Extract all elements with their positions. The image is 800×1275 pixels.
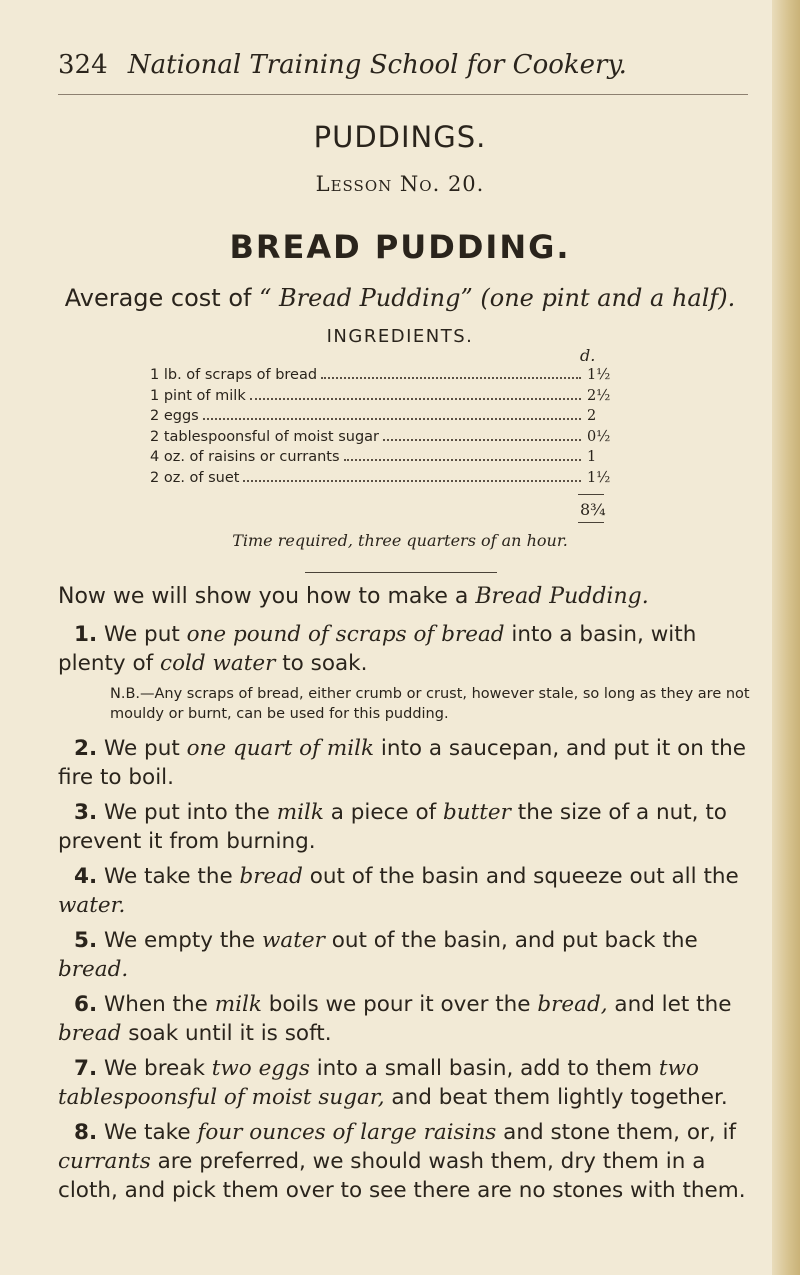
book-title: National Training School for Cookery. xyxy=(127,50,627,80)
dot-leader xyxy=(243,480,581,482)
method-step xyxy=(58,620,758,678)
step-emphasis: one pound of scraps of bread xyxy=(186,622,505,647)
step-emphasis: one quart of milk xyxy=(186,736,375,761)
step-text: When the xyxy=(103,992,215,1017)
section-divider xyxy=(305,572,497,573)
ingredient-row xyxy=(150,449,605,470)
average-cost-line xyxy=(0,284,800,312)
ingredient-name: 1 pint of milk xyxy=(150,387,246,404)
step-text: soak until it is soft. xyxy=(121,1021,332,1046)
cost-portion: (one pint and a half). xyxy=(480,284,736,312)
ingredient-price: 2 xyxy=(587,408,597,424)
step-text: a piece of xyxy=(323,800,444,825)
ingredient-name: 2 tablespoonsful of moist sugar xyxy=(150,428,379,445)
step-emphasis: bread, xyxy=(537,992,608,1017)
ingredient-row xyxy=(150,408,605,429)
page-number: 324 xyxy=(58,50,108,80)
method-step xyxy=(58,734,758,792)
ingredient-row xyxy=(150,428,611,450)
step-text: boils we pour it over the xyxy=(261,992,538,1017)
method-step xyxy=(58,990,758,1048)
step-text: We break xyxy=(103,1056,212,1081)
ingredient-row xyxy=(150,367,611,388)
step-text: We put into the xyxy=(103,800,277,825)
time-required: Time required, three quarters of an hour. xyxy=(232,531,568,550)
ingredient-name: 4 oz. of raisins or currants xyxy=(150,449,340,465)
ingredient-row xyxy=(150,387,611,409)
step-emphasis: bread xyxy=(239,864,303,889)
step-number: 6. xyxy=(74,992,98,1017)
step-text: We put xyxy=(103,736,187,761)
ingredient-price: 1½ xyxy=(587,469,611,486)
running-header xyxy=(58,50,758,80)
step-text: into a small basin, add to them xyxy=(309,1056,659,1081)
step-emphasis: butter xyxy=(443,800,511,825)
step-text: are preferred, we should wash them, dry them in a cloth, and pick them over to see there are no stones with them. xyxy=(58,1149,746,1203)
step-emphasis: milk xyxy=(214,992,262,1017)
step-text: out of the basin, and put back the xyxy=(324,928,698,953)
step-text: and let the xyxy=(607,992,732,1017)
step-emphasis: currants xyxy=(58,1149,151,1174)
method-steps xyxy=(58,620,758,1211)
step-emphasis: bread. xyxy=(58,957,129,982)
step-number: 4. xyxy=(74,864,98,889)
method-step xyxy=(58,1118,758,1205)
step-emphasis: two tablespoonsful of moist sugar, xyxy=(58,1056,699,1110)
dot-leader xyxy=(321,377,581,379)
step-emphasis: bread xyxy=(58,1021,122,1046)
ingredient-row xyxy=(150,469,611,491)
recipe-title: BREAD PUDDING. xyxy=(229,228,571,266)
step-text: We put xyxy=(103,622,187,647)
total-rule-top xyxy=(578,494,604,495)
step-text: to soak. xyxy=(275,651,368,676)
step-emphasis: two eggs xyxy=(211,1056,310,1081)
step-emphasis: cold water xyxy=(160,651,276,676)
method-step xyxy=(58,1054,758,1112)
ingredient-price: 0½ xyxy=(587,428,611,445)
ingredient-price: 2½ xyxy=(587,387,611,404)
step-number: 2. xyxy=(74,736,98,761)
cost-prefix: Average cost of xyxy=(64,284,252,312)
step-emphasis: water xyxy=(261,928,325,953)
method-step xyxy=(58,798,758,856)
section-title: PUDDINGS. xyxy=(313,120,487,154)
ingredient-price: 1½ xyxy=(587,367,611,383)
dot-leader xyxy=(250,398,581,400)
total-rule-bottom xyxy=(578,522,604,523)
step-number: 3. xyxy=(74,800,98,825)
step-text: We take xyxy=(103,1120,198,1145)
ingredients-heading: INGREDIENTS. xyxy=(326,326,474,347)
ingredients-total: 8¾ xyxy=(580,500,606,519)
step-text: into a basin, with plenty of xyxy=(58,622,697,676)
step-text: and stone them, or, if xyxy=(496,1120,737,1145)
ingredient-name: 2 eggs xyxy=(150,408,199,424)
ingredient-price: 1 xyxy=(587,449,597,465)
ingredients-list xyxy=(150,367,611,490)
step-number: 5. xyxy=(74,928,98,953)
step-text: We empty the xyxy=(103,928,262,953)
lesson-number: Lesson No. 20. xyxy=(315,172,485,196)
step-emphasis: milk xyxy=(276,800,324,825)
step-text: into a saucepan, and put it on the fire to boil. xyxy=(58,736,747,790)
cost-dish: “ Bread Pudding” xyxy=(259,284,473,312)
step-text: the size of a nut, to prevent it from burning. xyxy=(58,800,727,854)
intro-text: Now we will show you how to make a xyxy=(58,584,469,609)
ingredient-name: 1 lb. of scraps of bread xyxy=(150,367,318,383)
nota-bene-note: N.B.—Any scraps of bread, either crumb or crust, however stale, so long as they are not mouldy or burnt, can be used for this pudding. xyxy=(110,686,750,722)
intro-paragraph xyxy=(58,580,758,614)
step-text: and beat them lightly together. xyxy=(384,1085,728,1110)
step-emphasis: four ounces of large raisins xyxy=(197,1120,497,1145)
method-step xyxy=(58,862,758,920)
step-number: 1. xyxy=(74,622,98,647)
step-text: We take the xyxy=(103,864,240,889)
step-number: 8. xyxy=(74,1120,98,1145)
step-emphasis: water. xyxy=(58,893,126,918)
ingredient-name: 2 oz. of suet xyxy=(150,469,240,486)
currency-label: d. xyxy=(580,346,596,365)
step-text: out of the basin and squeeze out all the xyxy=(302,864,739,889)
dot-leader xyxy=(383,439,581,441)
intro-dish: Bread Pudding. xyxy=(475,584,649,609)
method-step xyxy=(58,926,758,984)
step-number: 7. xyxy=(74,1056,98,1081)
dot-leader xyxy=(203,418,581,420)
header-rule xyxy=(58,94,748,95)
dot-leader xyxy=(344,459,581,461)
